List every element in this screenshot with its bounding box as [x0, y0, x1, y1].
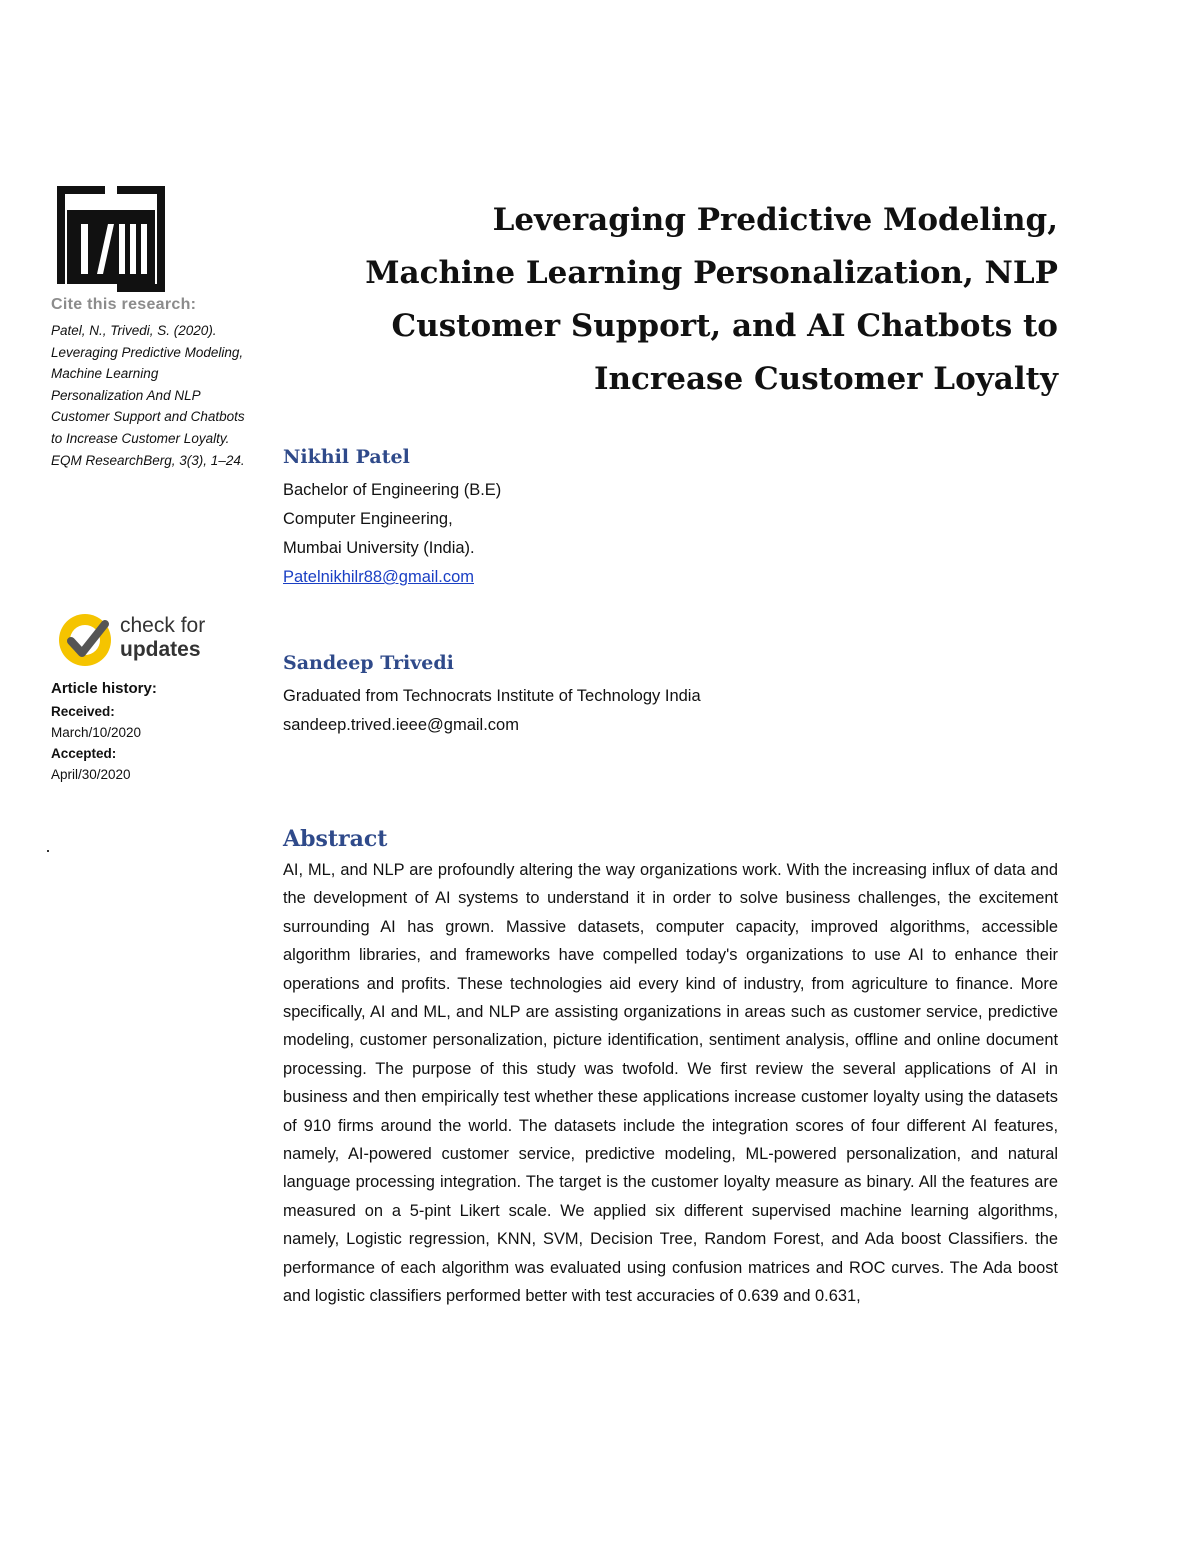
title-line: Increase Customer Loyalty: [593, 361, 1058, 397]
author-affiliation-line: Bachelor of Engineering (B.E): [283, 481, 502, 499]
author-affiliation-line: Computer Engineering,: [283, 510, 453, 528]
title-line: Machine Learning Personalization, NLP: [365, 255, 1058, 291]
author-email: sandeep.trived.ieee@gmail.com: [283, 716, 519, 734]
title-line: Leveraging Predictive Modeling,: [492, 202, 1058, 238]
author-email-link[interactable]: Patelnikhilr88@gmail.com: [283, 568, 474, 586]
accepted-date: April/30/2020: [51, 767, 131, 782]
author-block-trivedi: [283, 650, 1043, 740]
article-history-title: Article history:: [51, 680, 157, 697]
author-block-patel: [283, 444, 1043, 592]
paper-title: [290, 194, 1058, 406]
author-name: Sandeep Trivedi: [283, 652, 454, 674]
received-date: March/10/2020: [51, 725, 142, 740]
abstract-heading: Abstract: [283, 826, 388, 852]
author-affiliation-line: Graduated from Technocrats Institute of Technology India: [283, 687, 701, 705]
check-updates-label-bold: updates: [120, 638, 201, 661]
check-updates-label: check for: [120, 614, 206, 637]
journal-logo-icon: [57, 186, 165, 292]
abstract-section: [283, 824, 1058, 1311]
author-name: Nikhil Patel: [283, 446, 410, 468]
abstract-body: AI, ML, and NLP are profoundly altering the way organizations work. With the increasing influx of data and the development of AI systems to understand it in order to solve business challenges, the excitement surrounding AI has grown. Massive datasets, computer capacity, improved algorithms, accessible algorithm libraries, and frameworks have compelled today's organizations to use AI to enhance their operations and profits. These technologies aid every kind of industry, from agriculture to finance. More specifically, AI and ML, and NLP are assisting organizations in areas such as customer service, predictive modeling, customer personalization, picture identification, sentiment analysis, offline and online document processing. The purpose of this study was twofold. We first review the several applications of AI in business and then empirically test whether these applications increase customer loyalty using the datasets of 910 firms around the world. The datasets include the integration scores of four different AI features, namely, AI-powered customer service, predictive modeling, ML-powered personalization, and natural language processing integration. The target is the customer loyalty measure as binary. All the features are measured on a 5-pint Likert scale. We applied six different supervised machine learning algorithms, namely, Logistic regression, KNN, SVM, Decision Tree, Random Forest, and Ada boost Classifiers. the performance of each algorithm was evaluated using confusion matrices and ROC curves. The Ada boost and logistic classifiers performed better with test accuracies of 0.639 and 0.631,: [283, 861, 1058, 1306]
check-updates-icon: [57, 612, 113, 668]
author-affiliation-line: Mumbai University (India).: [283, 539, 475, 557]
accepted-label: Accepted:: [51, 746, 117, 761]
cite-heading: Cite this research:: [51, 296, 197, 313]
citation-text: Patel, N., Trivedi, S. (2020). Leveraging Predictive Modeling, Machine Learning Personalization And NLP Customer Support and Chatbots to Increase Customer Loyalty. EQM ResearchBerg, 3(3), 1–24.: [51, 323, 245, 468]
citation-block: [51, 296, 247, 471]
journal-logo: [57, 186, 165, 292]
title-line: Customer Support, and AI Chatbots to: [391, 308, 1058, 344]
check-for-updates-badge[interactable]: [57, 608, 247, 668]
received-label: Received:: [51, 704, 115, 719]
article-history: [51, 680, 247, 785]
stray-dot: [47, 850, 49, 852]
